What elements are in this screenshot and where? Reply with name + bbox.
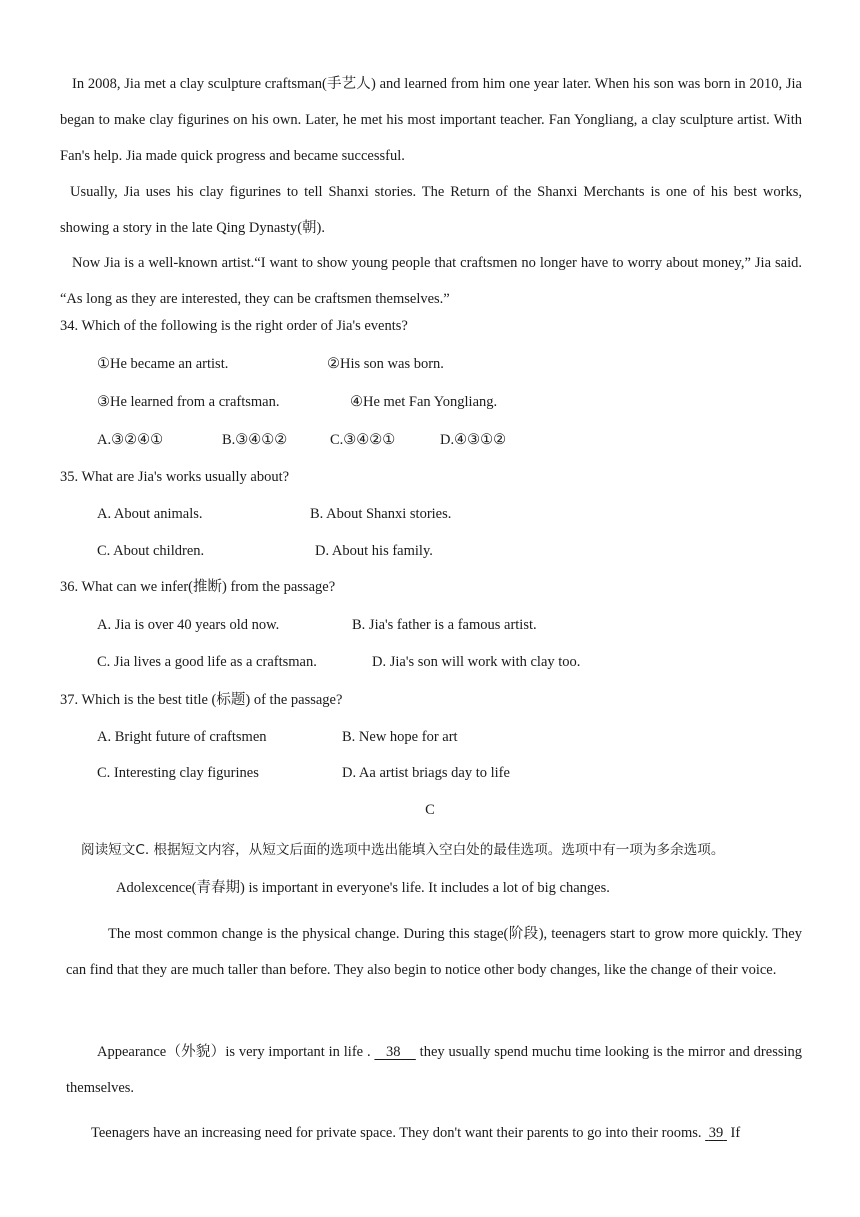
- answer-option: C.③④②①: [330, 432, 396, 448]
- answer-option: A. Jia is over 40 years old now.: [97, 617, 280, 633]
- section-instruction: 阅读短文C. 根据短文内容，从短文后面的选项中选出能填入空白处的最佳选项。选项中有一项为多余选项。: [81, 842, 725, 858]
- answer-option: D.④③①②: [440, 432, 507, 448]
- answer-option: D. Aa artist briags day to life: [342, 765, 510, 781]
- answer-option: A. About animals.: [97, 506, 203, 522]
- passage-paragraph: The most common change is the physical change. During this stage(阶段), teenagers start to grow more quickly. They can find that they are much taller than before. They also begin to notice other body changes, like the change of their voice.: [66, 926, 802, 978]
- question-stem: 36. What can we infer(推断) from the passage?: [60, 579, 336, 595]
- answer-option: C. Interesting clay figurines: [97, 765, 259, 781]
- paragraph-text: Teenagers have an increasing need for private space. They don't want their parents to go into their rooms.: [91, 1125, 706, 1141]
- question-statement: ④He met Fan Yongliang.: [350, 394, 498, 410]
- paragraph-text: Appearance（外貌）is very important in life .: [97, 1044, 375, 1060]
- passage-paragraph: [66, 1034, 802, 1106]
- passage-paragraph: [66, 1115, 802, 1151]
- answer-option: D. Jia's son will work with clay too.: [372, 654, 581, 670]
- passage-intro: Adolexcence(青春期) is important in everyone's life. It includes a lot of big changes.: [116, 880, 610, 896]
- question-stem: 35. What are Jia's works usually about?: [60, 469, 290, 485]
- section-heading: C: [425, 802, 435, 818]
- answer-option: B. Jia's father is a famous artist.: [352, 617, 537, 633]
- question-statement: ③He learned from a craftsman.: [97, 394, 280, 410]
- blank-39: 39: [708, 1125, 724, 1141]
- passage-paragraph: Now Jia is a well-known artist.“I want to show young people that craftsmen no longer have to worry about money,” Jia said. “As long as they are interested, they can be craftsmen themselves.”: [60, 255, 802, 307]
- answer-option: C. Jia lives a good life as a craftsman.: [97, 654, 317, 670]
- answer-option: B. New hope for art: [342, 729, 458, 745]
- passage-paragraph: Usually, Jia uses his clay figurines to tell Shanxi stories. The Return of the Shanxi Merchants is one of his best works, showing a story in the late Qing Dynasty(朝).: [60, 184, 802, 236]
- answer-option: A.③②④①: [97, 432, 164, 448]
- question-stem: 37. Which is the best title (标题) of the passage?: [60, 692, 343, 708]
- question-stem: 34. Which of the following is the right order of Jia's events?: [60, 318, 408, 334]
- paragraph-text: they usually spend muchu time looking is the mirror and dressing themselves.: [66, 1044, 803, 1096]
- answer-option: B.③④①②: [222, 432, 288, 448]
- question-statement: ②His son was born.: [327, 356, 444, 372]
- paragraph-text: If: [726, 1125, 741, 1141]
- answer-option: D. About his family.: [315, 543, 433, 559]
- answer-option: A. Bright future of craftsmen: [97, 729, 267, 745]
- answer-option: B. About Shanxi stories.: [310, 506, 452, 522]
- passage-paragraph: In 2008, Jia met a clay sculpture craftsman(手艺人) and learned from him one year later. When his son was born in 2010, Jia began to make clay figurines on his own. Later, he met his most important teacher. Fan Yongliang, a clay sculpture artist. With Fan's help. Jia made quick progress and became successful.: [60, 76, 802, 164]
- blank-38: 38: [385, 1044, 401, 1060]
- answer-option: C. About children.: [97, 543, 205, 559]
- question-statement: ①He became an artist.: [97, 356, 229, 372]
